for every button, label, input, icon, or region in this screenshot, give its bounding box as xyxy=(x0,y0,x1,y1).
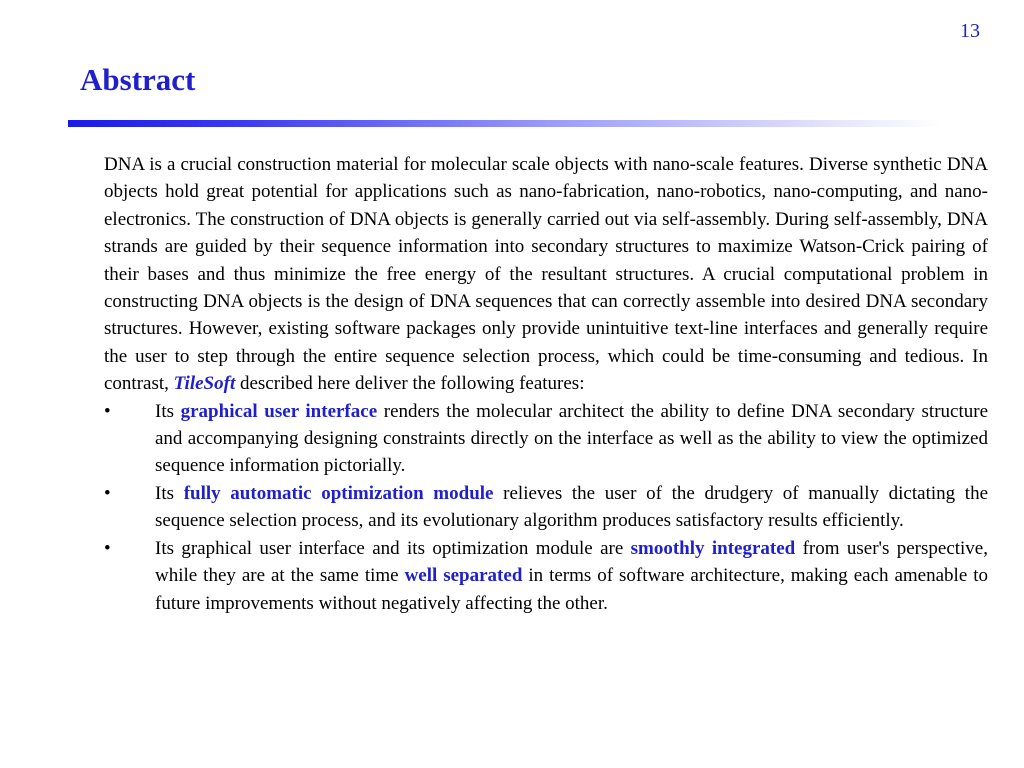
intro-text: DNA is a crucial construction material for molecular scale objects with nano-scale features. Diverse synthetic DNA objects hold great potential for applications such as nano-fabrication, nano-robotics, nano-computing, and nano-electronics. The construction of DNA objects is generally carried out via self-assembly. During self-assembly, DNA strands are guided by their sequence information into secondary structures to maximize Watson-Crick pairing of their bases and thus minimize the free energy of the resultant structures. A crucial computational problem in constructing DNA objects is the design of DNA sequences that can correctly assemble into desired DNA secondary structures. However, existing software packages only provide unintuitive text-line interfaces and generally require the user to step through the entire sequence selection process, which could be time-consuming and tedious. In contrast, xyxy=(104,154,988,395)
feature-text: renders the molecular architect the ability to define DNA secondary structure and accompanying designing constraints directly on the interface as well as the ability to view the optimized sequence information pictorially. xyxy=(155,400,989,477)
feature-text: Its graphical user interface and its optimization module are xyxy=(155,537,631,559)
feature-text: Its xyxy=(155,400,181,422)
bullet-marker: • xyxy=(104,537,111,559)
feature-text: Its xyxy=(155,482,184,504)
feature-list xyxy=(104,398,988,617)
bullet-marker: • xyxy=(104,482,111,504)
abstract-body xyxy=(104,151,988,617)
tilesoft-highlight: TileSoft xyxy=(173,373,236,395)
intro-text-end: described here deliver the following features: xyxy=(235,373,585,395)
title-rule xyxy=(68,120,940,127)
feature-highlight: well separated xyxy=(404,565,523,587)
feature-text: from user's perspective, while they are at the same time xyxy=(155,537,988,587)
slide-title: Abstract xyxy=(80,62,196,97)
feature-text: in terms of software architecture, making each amenable to future improvements without negatively affecting the other. xyxy=(155,565,988,614)
feature-item-integration xyxy=(104,535,988,617)
feature-item-gui xyxy=(104,398,988,480)
bullet-marker: • xyxy=(104,400,111,422)
feature-highlight: fully automatic optimization module xyxy=(183,482,494,504)
feature-item-optimization xyxy=(104,480,988,535)
abstract-intro-paragraph xyxy=(104,151,988,398)
feature-highlight: graphical user interface xyxy=(180,400,378,422)
page-number: 13 xyxy=(960,20,980,42)
feature-text: relieves the user of the drudgery of manually dictating the sequence selection process, and its evolutionary algorithm produces satisfactory results efficiently. xyxy=(155,482,989,532)
feature-highlight: smoothly integrated xyxy=(630,537,796,559)
